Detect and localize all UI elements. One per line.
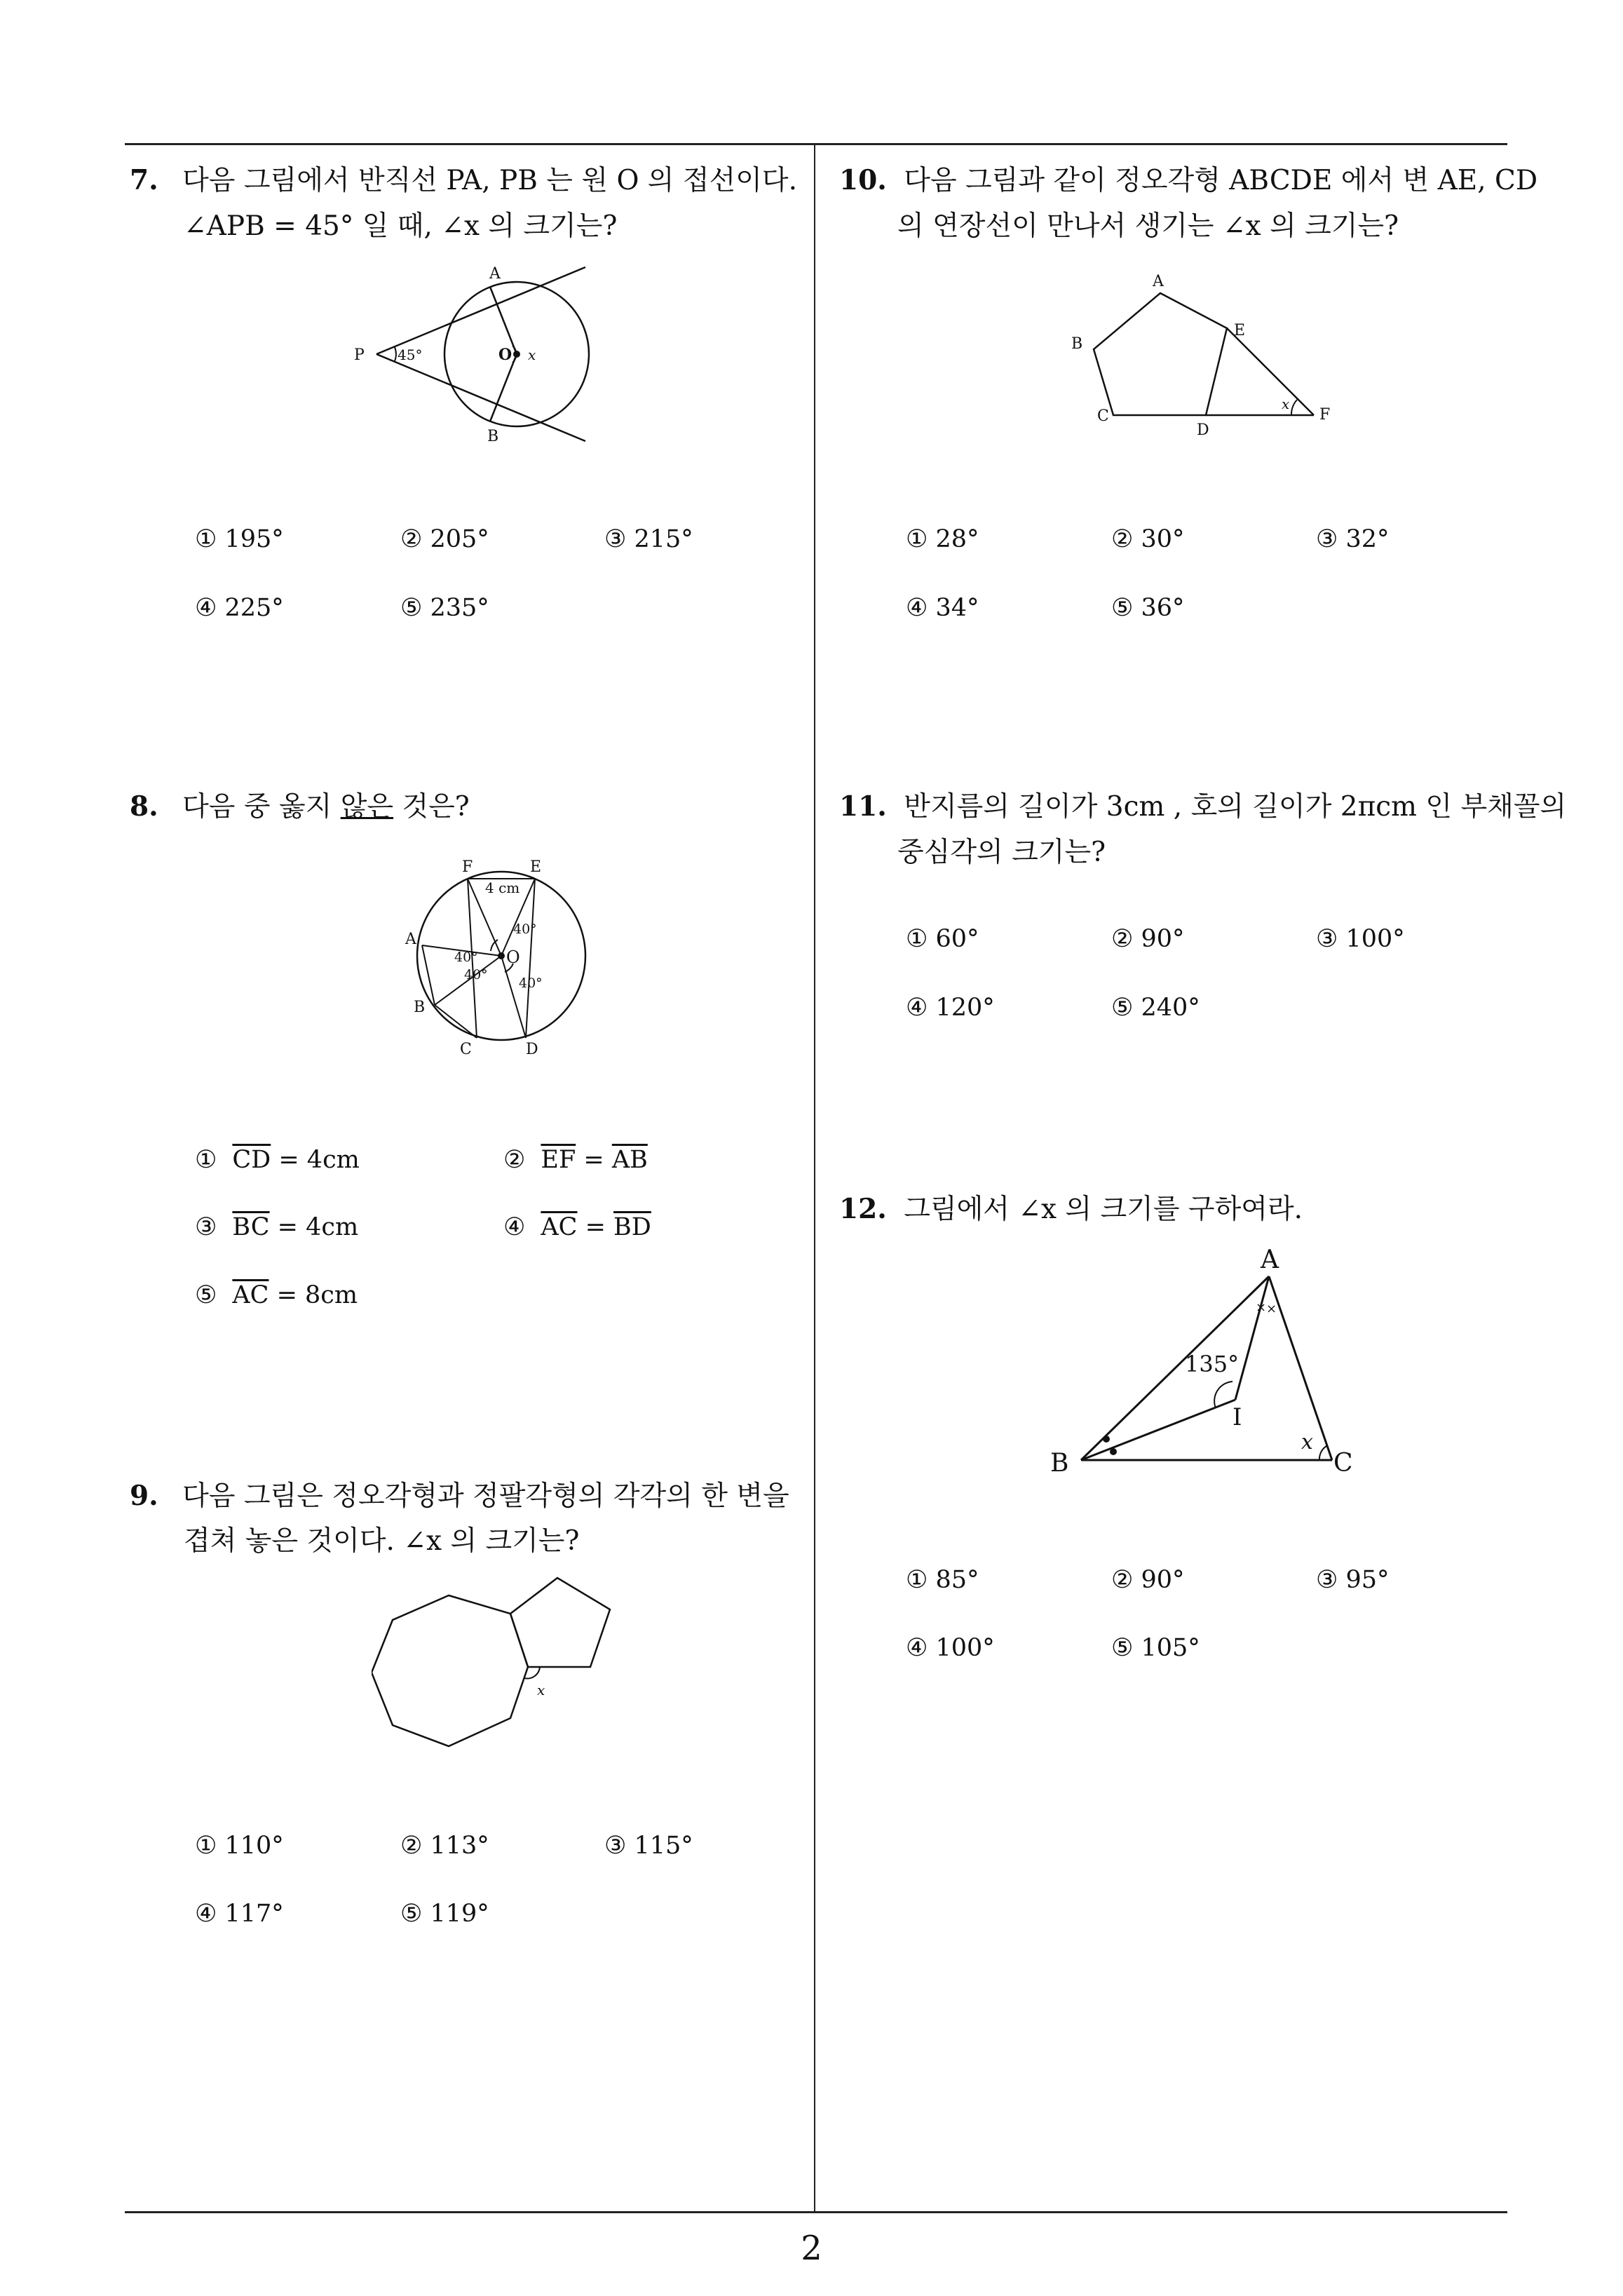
- q10-label-D: D: [1197, 421, 1209, 439]
- q8-option-5-arc: $\overline{AC}$: [232, 1281, 269, 1309]
- q11-option-1[interactable]: ① 60°: [906, 925, 979, 953]
- q8-option-5[interactable]: [195, 1283, 358, 1308]
- q10-line1: [839, 164, 1538, 196]
- q8-angle-left-lower: 40°: [464, 967, 488, 982]
- q7-option-3[interactable]: ③ 215°: [604, 525, 693, 553]
- q8-option-5-value: = 8cm: [269, 1281, 358, 1309]
- q8-option-2[interactable]: [503, 1148, 648, 1173]
- q10-number: 10.: [839, 164, 887, 196]
- q9-text-1: 다음 그림은 정오각형과 정팔각형의 각각의 한 변을: [182, 1480, 789, 1512]
- q10-label-E: E: [1234, 322, 1246, 339]
- q12-figure: [1045, 1248, 1367, 1480]
- q8-length-4cm: 4 cm: [485, 879, 520, 896]
- q7-text-2: ∠APB = 45° 일 때, ∠x 의 크기는?: [184, 210, 618, 242]
- q10-option-4[interactable]: ④ 34°: [906, 594, 979, 622]
- q7-option-4[interactable]: ④ 225°: [195, 594, 284, 622]
- q8-option-1-value: = 4cm: [271, 1146, 360, 1174]
- q10-text-2: 의 연장선이 만나서 생기는 ∠x 의 크기는?: [897, 210, 1399, 242]
- q8-label-D: D: [526, 1041, 538, 1058]
- q8-text-pre: 다음 중 옳지: [182, 791, 341, 823]
- q12-option-4[interactable]: ④ 100°: [906, 1634, 995, 1662]
- q9-option-3[interactable]: ③ 115°: [604, 1832, 693, 1860]
- q11-number: 11.: [839, 790, 887, 823]
- q11-option-4[interactable]: ④ 120°: [906, 994, 995, 1022]
- page-number: 2: [801, 2229, 822, 2268]
- q7-text-1: 다음 그림에서 반직선 PA, PB 는 원 O 의 접선이다.: [182, 165, 797, 196]
- q7-option-1[interactable]: ① 195°: [195, 525, 284, 553]
- q12-mark-x2: ×: [1266, 1302, 1277, 1316]
- q12-option-1[interactable]: ① 85°: [906, 1566, 979, 1594]
- q9-number: 9.: [130, 1480, 158, 1512]
- q8-option-4-eq: =: [577, 1213, 614, 1241]
- q8-angle-bottom: 40°: [519, 975, 543, 991]
- q9-option-1[interactable]: ① 110°: [195, 1832, 284, 1860]
- q12-number: 12.: [839, 1193, 887, 1225]
- q11-text-2: 중심각의 크기는?: [897, 837, 1106, 868]
- q12-option-5[interactable]: ⑤ 105°: [1111, 1634, 1200, 1662]
- q8-line1: [130, 790, 470, 823]
- q10-figure: [1066, 266, 1346, 442]
- q7-option-5[interactable]: ⑤ 235°: [400, 594, 489, 622]
- q10-label-B: B: [1071, 335, 1083, 353]
- q7-line1: [130, 164, 797, 196]
- q10-text-1: 다음 그림과 같이 정오각형 ABCDE 에서 변 AE, CD: [904, 165, 1538, 196]
- q8-option-1-marker: ①: [195, 1146, 217, 1174]
- q10-option-1[interactable]: ① 28°: [906, 525, 979, 553]
- q8-figure: [393, 854, 603, 1058]
- q9-label-x: x: [537, 1682, 545, 1699]
- q8-option-1[interactable]: [195, 1148, 360, 1173]
- q11-line1: [839, 790, 1567, 823]
- q9-line2: [184, 1527, 579, 1555]
- q8-option-3-marker: ③: [195, 1213, 217, 1241]
- q8-option-4-arc2: $\overline{BD}$: [613, 1213, 651, 1241]
- q12-label-x: x: [1301, 1430, 1313, 1454]
- q8-angle-left-upper: 40°: [454, 950, 478, 965]
- q10-label-A: A: [1153, 273, 1164, 290]
- q12-label-C: C: [1333, 1449, 1353, 1478]
- q12-option-3[interactable]: ③ 95°: [1316, 1566, 1390, 1594]
- q12-mark-x1: ×: [1256, 1300, 1267, 1315]
- q7-label-x: x: [528, 346, 536, 363]
- q7-number: 7.: [130, 164, 158, 196]
- q8-number: 8.: [130, 790, 158, 823]
- q8-label-C: C: [460, 1041, 472, 1058]
- q12-label-I: I: [1232, 1403, 1242, 1431]
- q12-option-2[interactable]: ② 90°: [1111, 1566, 1185, 1594]
- q8-option-4-marker: ④: [503, 1213, 526, 1241]
- q8-option-2-arc2: $\overline{AB}$: [611, 1146, 648, 1174]
- q9-text-2: 겹쳐 놓은 것이다. ∠x 의 크기는?: [184, 1525, 580, 1557]
- q10-label-x: x: [1282, 396, 1290, 412]
- q8-option-1-arc: $\overline{CD}$: [232, 1146, 271, 1174]
- q11-line2: [897, 839, 1106, 866]
- q7-line2: [184, 212, 617, 240]
- q8-option-2-arc1: $\overline{EF}$: [541, 1146, 576, 1174]
- q11-text-1: 반지름의 길이가 3cm , 호의 길이가 2πcm 인 부채꼴의: [904, 791, 1567, 823]
- top-rule: [125, 143, 1507, 145]
- q12-line1: [839, 1193, 1303, 1225]
- q8-option-3-value: = 4cm: [269, 1213, 359, 1241]
- q8-label-F: F: [462, 858, 473, 876]
- q9-line1: [130, 1480, 789, 1512]
- q8-option-4[interactable]: [503, 1215, 651, 1240]
- q7-label-B: B: [487, 428, 499, 445]
- q12-angle-135: 135°: [1185, 1351, 1240, 1377]
- q11-option-3[interactable]: ③ 100°: [1316, 925, 1405, 953]
- q8-label-A: A: [405, 931, 416, 948]
- q10-line2: [897, 212, 1399, 240]
- q8-text-post: 것은?: [393, 791, 470, 823]
- q11-option-2[interactable]: ② 90°: [1111, 925, 1185, 953]
- q8-option-3-arc: $\overline{BC}$: [232, 1213, 270, 1241]
- q7-option-2[interactable]: ② 205°: [400, 525, 489, 553]
- q8-option-5-marker: ⑤: [195, 1281, 217, 1309]
- q12-label-A: A: [1261, 1248, 1279, 1274]
- column-divider: [814, 144, 815, 2212]
- q9-option-5[interactable]: ⑤ 119°: [400, 1900, 489, 1928]
- q8-angle-top: 40°: [513, 921, 537, 937]
- q9-option-4[interactable]: ④ 117°: [195, 1900, 284, 1928]
- q8-text-underlined: 않은: [340, 791, 394, 823]
- q8-option-3[interactable]: [195, 1215, 358, 1240]
- q8-label-B: B: [414, 999, 426, 1016]
- q10-option-5[interactable]: ⑤ 36°: [1111, 594, 1185, 622]
- q7-label-A: A: [489, 265, 501, 283]
- q10-option-2[interactable]: ② 30°: [1111, 525, 1185, 553]
- q9-figure: [372, 1574, 624, 1757]
- q7-figure: [347, 263, 599, 452]
- q12-text-1: 그림에서 ∠x 의 크기를 구하여라.: [904, 1194, 1303, 1225]
- q9-option-2[interactable]: ② 113°: [400, 1832, 489, 1860]
- q10-label-C: C: [1097, 407, 1109, 425]
- bottom-rule: [125, 2211, 1507, 2213]
- q7-label-O: O: [498, 346, 512, 364]
- q10-label-F: F: [1319, 406, 1331, 424]
- q11-option-5[interactable]: ⑤ 240°: [1111, 994, 1200, 1022]
- q8-option-2-eq: =: [576, 1146, 612, 1174]
- q10-option-3[interactable]: ③ 32°: [1316, 525, 1390, 553]
- q7-angle-45: 45°: [398, 346, 423, 363]
- q7-label-P: P: [354, 346, 365, 364]
- q12-label-B: B: [1050, 1449, 1069, 1478]
- q8-option-4-arc1: $\overline{AC}$: [541, 1213, 578, 1241]
- q8-label-O: O: [506, 947, 520, 967]
- q8-label-E: E: [530, 858, 542, 876]
- q8-option-2-marker: ②: [503, 1146, 526, 1174]
